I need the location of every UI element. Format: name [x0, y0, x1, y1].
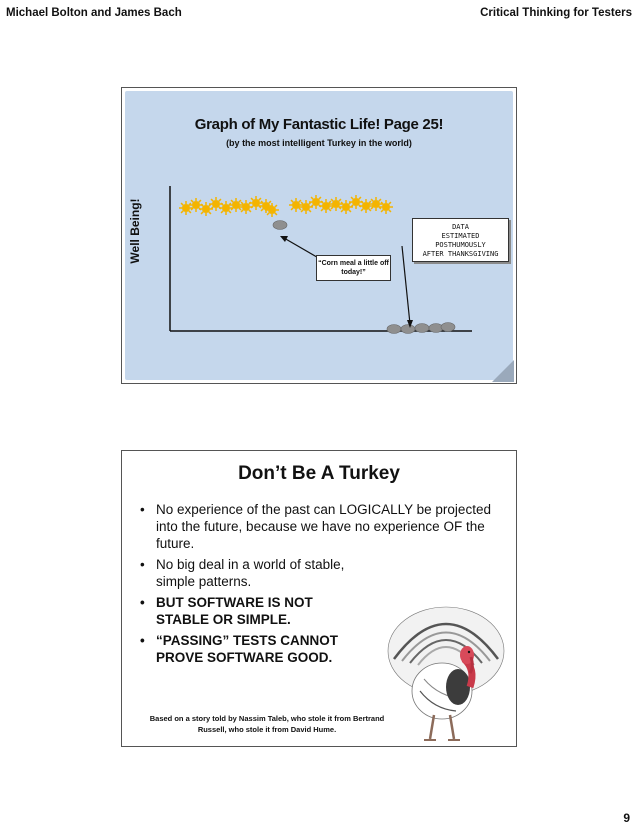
turkey-image	[384, 599, 509, 744]
graph-y-label: Well Being!	[128, 198, 142, 264]
cloud-mark	[273, 221, 287, 230]
slide-turkey-graph	[121, 87, 517, 384]
page-curl	[492, 360, 514, 382]
sun-mark	[249, 196, 263, 210]
bullet-item: • BUT SOFTWARE IS NOT STABLE OR SIMPLE.	[140, 594, 356, 628]
bullet-item: • “PASSING” TESTS CANNOT PROVE SOFTWARE GOOD.	[140, 632, 356, 666]
cloud-mark	[415, 324, 429, 333]
sun-mark	[239, 200, 253, 214]
sun-mark	[379, 200, 393, 214]
story-credit: Based on a story told by Nassim Taleb, who stole it from Bertrand Russell, who stole it from David Hume.	[149, 714, 385, 734]
turkey-leg	[430, 715, 434, 739]
cloud-mark	[387, 325, 401, 334]
page-number: 9	[623, 811, 630, 825]
sun-mark	[179, 201, 193, 215]
sun-series	[179, 195, 393, 217]
data-callout-line: AFTER THANKSGIVING	[422, 250, 499, 258]
sun-mark	[369, 197, 383, 211]
data-callout-line: DATA	[452, 223, 469, 231]
cloud-mark	[401, 325, 415, 334]
data-callout-line: ESTIMATED	[441, 232, 480, 240]
sun-mark	[309, 195, 323, 209]
sun-mark	[289, 198, 303, 212]
graph-title: Graph of My Fantastic Life! Page 25!	[194, 116, 444, 133]
cloud-mark	[441, 323, 455, 332]
sun-mark	[359, 199, 373, 213]
sun-mark	[265, 203, 279, 217]
graph-subtitle: (by the most intelligent Turkey in the world)	[226, 138, 412, 148]
header-authors: Michael Bolton and James Bach	[6, 7, 182, 19]
data-callout-line: POSTHUMOUSLY	[435, 241, 486, 249]
slide-dont-be-a-turkey	[121, 450, 517, 747]
sun-mark	[319, 199, 333, 213]
data-arrow	[402, 246, 410, 324]
bullet-item: • No big deal in a world of stable, simple patterns.	[140, 556, 356, 590]
sun-mark	[349, 195, 363, 209]
sun-mark	[189, 198, 203, 212]
corn-callout: “Corn meal a little off today!”	[316, 255, 391, 281]
turkey-leg	[450, 715, 454, 739]
bullet-item: • No experience of the past can LOGICALLY be projected into the future, because we have no experience OF the future.	[140, 501, 500, 552]
sun-mark	[229, 198, 243, 212]
sun-mark	[329, 197, 343, 211]
slide-title: Don’t Be A Turkey	[238, 463, 400, 484]
sun-mark	[209, 197, 223, 211]
sun-mark	[219, 201, 233, 215]
data-estimated-callout	[412, 218, 509, 262]
header-course-title: Critical Thinking for Testers	[480, 7, 632, 19]
